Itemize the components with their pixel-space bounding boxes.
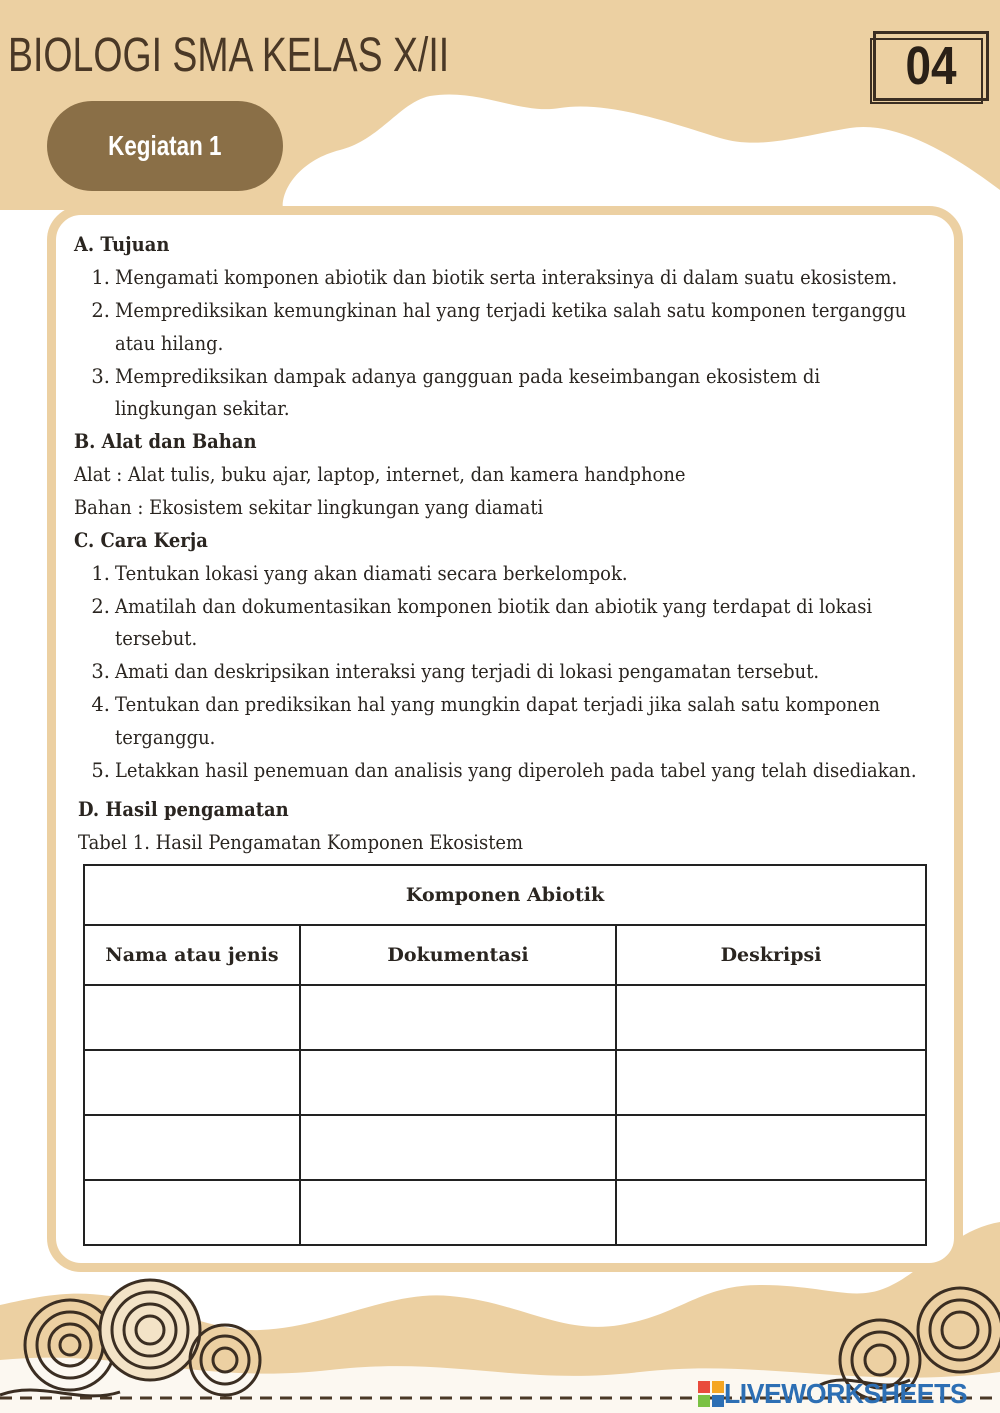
section-heading-alat-bahan: B. Alat dan Bahan <box>74 430 257 453</box>
list-item-line: Tentukan dan prediksikan hal yang mungkin dapat terjadi jika salah satu komponen <box>115 693 881 716</box>
list-number: 2. <box>91 595 110 618</box>
bahan-text: Bahan : Ekosistem sekitar lingkungan yang diamati <box>74 496 544 519</box>
table-title-row <box>84 865 926 925</box>
table-cell[interactable] <box>616 1050 926 1115</box>
table-cell[interactable] <box>84 1050 300 1115</box>
list-item-line: Letakkan hasil penemuan dan analisis yang diperoleh pada tabel yang telah disediakan. <box>115 759 917 782</box>
list-number: 3. <box>91 365 110 388</box>
observation-table <box>83 864 927 1246</box>
activity-pill <box>47 101 283 191</box>
activity-label: Kegiatan 1 <box>108 130 222 161</box>
list-item-line: Mengamati komponen abiotik dan biotik serta interaksinya di dalam suatu ekosistem. <box>115 266 898 289</box>
liveworksheets-watermark[interactable] <box>698 1378 980 1410</box>
table-cell[interactable] <box>616 1115 926 1180</box>
table-caption: Tabel 1. Hasil Pengamatan Komponen Ekosistem <box>78 831 524 854</box>
table-row <box>84 1050 926 1115</box>
table-row <box>84 1180 926 1245</box>
table-cell[interactable] <box>616 985 926 1050</box>
list-number: 1. <box>91 562 110 585</box>
list-item-line: terganggu. <box>115 726 216 749</box>
list-number: 2. <box>91 299 110 322</box>
section-heading-tujuan: A. Tujuan <box>74 233 170 256</box>
table-cell[interactable] <box>84 985 300 1050</box>
list-item-line: Memprediksikan dampak adanya gangguan pada keseimbangan ekosistem di <box>115 365 821 388</box>
section-heading-cara-kerja: C. Cara Kerja <box>74 529 208 552</box>
table-cell[interactable] <box>616 1180 926 1245</box>
list-item-line: Amati dan deskripsikan interaksi yang terjadi di lokasi pengamatan tersebut. <box>115 660 820 683</box>
list-item-line: lingkungan sekitar. <box>115 397 290 420</box>
table-cell[interactable] <box>84 1115 300 1180</box>
table-row <box>84 985 926 1050</box>
list-number: 4. <box>91 693 110 716</box>
column-header: Nama atau jenis <box>84 925 300 985</box>
table-cell[interactable] <box>300 985 616 1050</box>
list-item-line: tersebut. <box>115 627 198 650</box>
table-cell[interactable] <box>300 1050 616 1115</box>
list-item-line: Memprediksikan kemungkinan hal yang terjadi ketika salah satu komponen terganggu <box>115 299 907 322</box>
list-item-line: Amatilah dan dokumentasikan komponen biotik dan abiotik yang terdapat di lokasi <box>115 595 873 618</box>
table-cell[interactable] <box>300 1115 616 1180</box>
table-header-row <box>84 925 926 985</box>
list-number: 1. <box>91 266 110 289</box>
page-number: 04 <box>905 36 957 96</box>
list-item-line: atau hilang. <box>115 332 224 355</box>
table-row <box>84 1115 926 1180</box>
list-number: 3. <box>91 660 110 683</box>
table-cell[interactable] <box>300 1180 616 1245</box>
liveworksheets-logo-icon <box>698 1381 724 1407</box>
document-title: BIOLOGI SMA KELAS X/II <box>8 29 450 82</box>
section-heading-hasil: D. Hasil pengamatan <box>78 798 289 821</box>
page-number-box <box>873 31 989 101</box>
list-item-line: Tentukan lokasi yang akan diamati secara berkelompok. <box>115 562 628 585</box>
list-number: 5. <box>91 759 110 782</box>
watermark-text: LIVEWORKSHEETS <box>724 1378 968 1409</box>
table-cell[interactable] <box>84 1180 300 1245</box>
column-header: Deskripsi <box>616 925 926 985</box>
table-title: Komponen Abiotik <box>84 865 926 925</box>
alat-text: Alat : Alat tulis, buku ajar, laptop, internet, dan kamera handphone <box>74 463 686 486</box>
column-header: Dokumentasi <box>300 925 616 985</box>
